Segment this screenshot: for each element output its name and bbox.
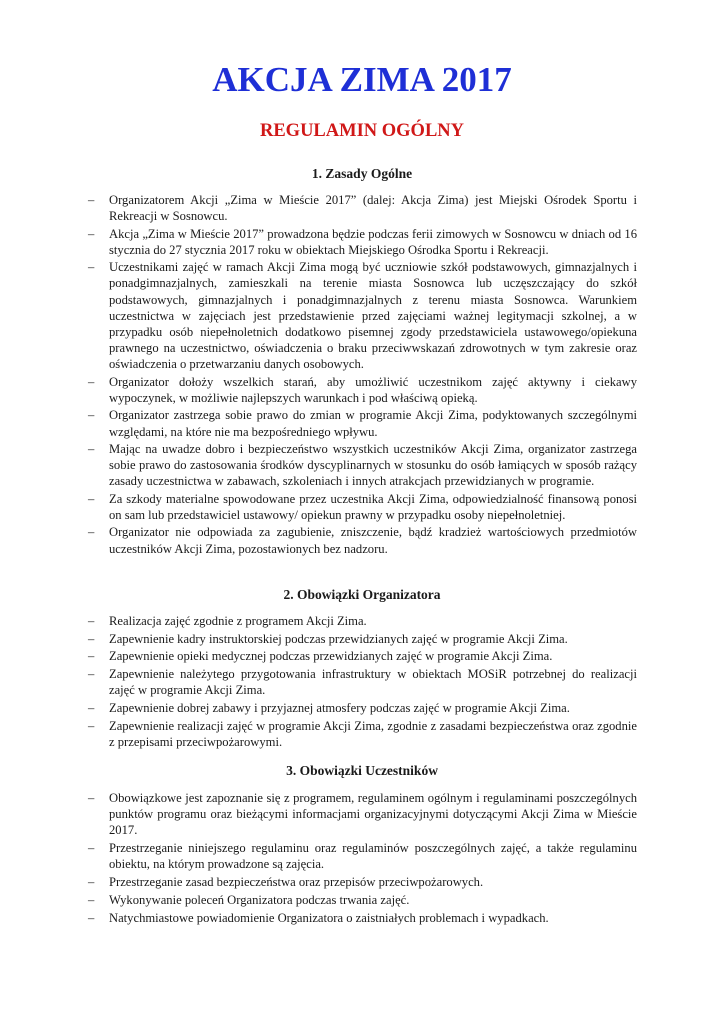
document-title: AKCJA ZIMA 2017 <box>212 60 512 99</box>
section-list-obowiazki-organizatora <box>0 613 724 752</box>
dash-bullet-icon: – <box>88 718 95 733</box>
dash-bullet-icon: – <box>88 875 95 890</box>
list-item-text: Uczestnikami zajęć w ramach Akcji Zima mogą być uczniowie szkół podstawowych, gimnazjalnych i ponadgimnazjalnych, zamieszkali na terenie miasta Sosnowca lub uczęszczający do szkół podstawowych, gimnazjalnych i ponadgimnazjalnych z terenu miasta Sosnowca. Warunkiem uczestnictwa w zajęciach jest przedstawienie przed zajęciami ważnej legitymacji szkolnej, a w przypadku osób niepełnoletnich dodatkowo pisemnej zgody przedstawiciela ustawowego/opiekuna prawnego na uczestnictwo, oświadczenia o braku przeciwwskazań zdrowotnych w tym zakresie oraz oświadczenia o przetwarzaniu danych osobowych. <box>109 260 637 372</box>
section-heading-obowiazki-uczestnikow: 3. Obowiązki Uczestników <box>286 763 438 778</box>
list-item-text: Organizator nie odpowiada za zagubienie, zniszczenie, bądź kradzież wartościowych przedmiotów uczestników Akcji Zima, pozostawionych bez nadzoru. <box>109 525 637 556</box>
list-item <box>0 648 637 664</box>
section-list-obowiazki-uczestnikow <box>0 790 724 928</box>
dash-bullet-icon: – <box>88 791 95 805</box>
list-item-text: Natychmiastowe powiadomienie Organizatora o zaistniałych problemach i wypadkach. <box>109 910 549 925</box>
list-item-text: Organizatorem Akcji „Zima w Mieście 2017” (dalej: Akcja Zima) jest Miejski Ośrodek Sportu i Rekreacji w Sosnowcu. <box>109 193 637 224</box>
list-item-text: Mając na uwadze dobro i bezpieczeństwo wszystkich uczestników Akcji Zima, organizator zastrzega sobie prawo do zastosowania środków dyscyplinarnych w stosunku do osób łamiących w sposób rażący zasady uczestnictwa w zabawach, szkoleniach i innych atrakcjach przewidzianych w programie. <box>109 441 637 489</box>
dash-bullet-icon: – <box>88 226 95 241</box>
dash-bullet-icon: – <box>88 893 95 907</box>
list-item-text: Zapewnienie realizacji zajęć w programie Akcji Zima, zgodnie z zasadami bezpieczeństwa oraz zgodnie z przepisami przeciwpożarowymi. <box>109 718 637 749</box>
list-item-text: Akcja „Zima w Mieście 2017” prowadzona będzie podczas ferii zimowych w Sosnowcu w dniach od 16 stycznia do 27 stycznia 2017 roku w obiektach Miejskiego Ośrodka Sportu i Rekreacji. <box>109 226 637 257</box>
dash-bullet-icon: – <box>88 910 95 925</box>
list-item-text: Wykonywanie poleceń Organizatora podczas trwania zajęć. <box>109 893 410 907</box>
dash-bullet-icon: – <box>88 260 95 275</box>
section-heading-obowiazki-organizatora: 2. Obowiązki Organizatora <box>283 587 441 602</box>
list-item <box>0 840 637 872</box>
list-item <box>0 491 637 523</box>
dash-bullet-icon: – <box>88 441 95 456</box>
list-item <box>0 892 637 908</box>
list-item <box>0 874 637 890</box>
list-item-text: Realizacja zajęć zgodnie z programem Akcji Zima. <box>109 614 367 628</box>
list-item <box>0 718 637 750</box>
dash-bullet-icon: – <box>88 614 95 628</box>
dash-bullet-icon: – <box>88 701 95 716</box>
dash-bullet-icon: – <box>88 649 95 664</box>
list-item-text: Przestrzeganie zasad bezpieczeństwa oraz przepisów przeciwpożarowych. <box>109 875 484 890</box>
list-item-text: Zapewnienie kadry instruktorskiej podczas przewidzianych zajęć w programie Akcji Zima. <box>109 631 568 646</box>
list-item <box>0 613 637 629</box>
dash-bullet-icon: – <box>88 525 95 540</box>
list-item-text: Obowiązkowe jest zapoznanie się z programem, regulaminem ogólnym i regulaminami poszczególnych punktów programu oraz bieżącymi informacjami organizacyjnymi dotyczącymi Akcji Zima w Mieście 2017. <box>109 791 637 838</box>
list-item <box>0 631 637 647</box>
list-item-text: Organizator zastrzega sobie prawo do zmian w programie Akcji Zima, podyktowanych szczególnymi względami, na które nie ma bezpośredniego wpływu. <box>109 408 637 439</box>
list-item-text: Zapewnienie opieki medycznej podczas przewidzianych zajęć w programie Akcji Zima. <box>109 649 553 664</box>
dash-bullet-icon: – <box>88 374 95 389</box>
list-item-text: Zapewnienie dobrej zabawy i przyjaznej atmosfery podczas zajęć w programie Akcji Zima. <box>109 701 570 716</box>
section-heading-zasady-ogolne: 1. Zasady Ogólne <box>311 166 413 181</box>
list-item-text: Za szkody materialne spowodowane przez uczestnika Akcji Zima, odpowiedzialność finansową ponosi on sam lub przedstawiciel ustawowy/ opiekun prawny w przypadku osoby niepełnoletniej. <box>109 491 637 522</box>
list-item-text: Organizator dołoży wszelkich starań, aby umożliwić uczestnikom zajęć aktywny i ciekawy wypoczynek, w możliwie najlepszych warunkach i pod właściwą opieką. <box>109 374 637 405</box>
list-item-text: Zapewnienie należytego przygotowania infrastruktury w obiektach MOSiR potrzebnej do realizacji zajęć w programie Akcji Zima. <box>109 667 637 698</box>
dash-bullet-icon: – <box>88 408 95 423</box>
document-subtitle: REGULAMIN OGÓLNY <box>259 121 465 141</box>
list-item <box>0 441 637 490</box>
list-item <box>0 910 637 926</box>
dash-bullet-icon: – <box>88 491 95 506</box>
dash-bullet-icon: – <box>88 667 95 682</box>
list-item <box>0 407 637 439</box>
list-item <box>0 374 637 406</box>
section-list-zasady-ogolne <box>0 192 724 558</box>
list-item <box>0 259 637 372</box>
dash-bullet-icon: – <box>88 841 95 856</box>
list-item-text: Przestrzeganie niniejszego regulaminu oraz regulaminów poszczególnych zajęć, a także regulaminu obiektu, na którym prowadzone są zajęcia. <box>109 841 637 872</box>
dash-bullet-icon: – <box>88 631 95 646</box>
list-item <box>0 666 637 698</box>
dash-bullet-icon: – <box>88 193 95 207</box>
list-item <box>0 524 637 556</box>
list-item <box>0 226 637 258</box>
list-item <box>0 700 637 716</box>
list-item <box>0 192 637 224</box>
list-item <box>0 790 637 839</box>
